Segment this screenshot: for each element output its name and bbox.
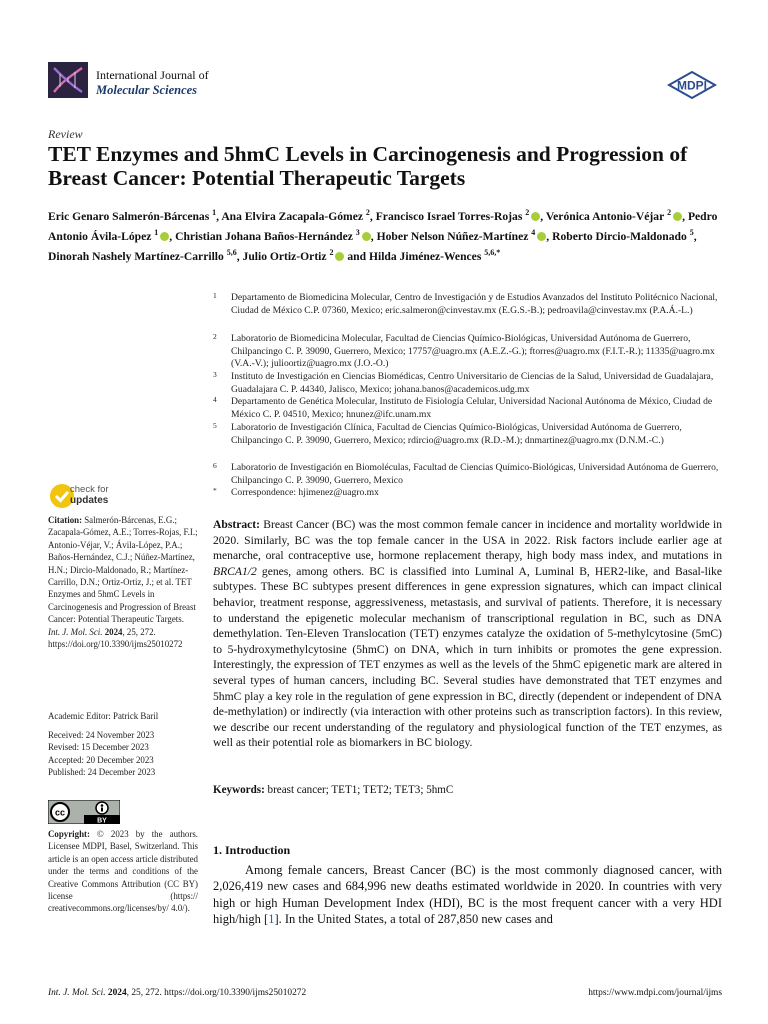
affiliation-text: Departamento de Genética Molecular, Instituto de Fisiología Celular, Universidad Nacional Autónoma de México, Ciudad de México C. P. 04510, Mexico; hnunez@ifc.unam.mx bbox=[231, 396, 713, 420]
author[interactable] bbox=[175, 227, 371, 243]
copyright-text: © 2023 by the authors. Licensee MDPI, Basel, Switzerland. This article is an open access article distributed under the terms and conditions of the Creative Commons Attribution (CC BY) license (https:// creativecommons.org/licenses/by/ 4.0/). bbox=[48, 829, 198, 914]
author-affiliation-sup: 5 bbox=[689, 227, 694, 237]
affiliation-number: 1 bbox=[213, 291, 217, 300]
affiliation bbox=[213, 396, 733, 421]
author-list: Eric Genaro Salmerón-Bárcenas $^1$, Ana Elvira Zacapala-Gómez $^2$, Francisco Israel Torres-Rojas $^2$ , Verónica Antonio-Véjar $^2$ , Pedro Antonio Ávila-López $^1$ , Christian Johana Baños-Hernández $^3$ , Hober Nelson Núñez-Martínez $^4$ , Roberto Dircio-Maldonado $^5$, Dinorah Nashely Martínez-Carrillo $^{5,6}$, Julio Ortiz-Ortiz $^2$ and Hilda Jiménez-Wences $^{5,6,*}$ bbox=[48, 208, 718, 263]
citation-label: Citation: bbox=[48, 515, 83, 525]
author-affiliation-sup: 3 bbox=[355, 227, 360, 237]
orcid-icon[interactable] bbox=[531, 212, 540, 221]
article-type: Review bbox=[48, 127, 83, 141]
author[interactable] bbox=[48, 247, 237, 263]
citation-year: 2024 bbox=[104, 626, 123, 637]
keywords-text: breast cancer; TET1; TET2; TET3; 5hmC bbox=[267, 784, 454, 796]
author[interactable] bbox=[221, 210, 370, 223]
footer-year: 2024 bbox=[107, 988, 127, 998]
affiliation-number: 4 bbox=[213, 395, 217, 404]
page-footer bbox=[48, 988, 722, 998]
affiliation-text: Correspondence: hjimenez@uagro.mx bbox=[231, 487, 379, 498]
affiliation bbox=[213, 333, 733, 371]
abstract-gene: BRCA1/2 bbox=[213, 564, 257, 578]
orcid-icon[interactable] bbox=[537, 232, 546, 241]
author[interactable] bbox=[48, 210, 216, 223]
citation-journal: Int. J. Mol. Sci. bbox=[48, 626, 103, 637]
date-published: Published: 24 December 2023 bbox=[48, 767, 156, 778]
journal-name bbox=[96, 68, 209, 98]
mdpi-logo bbox=[666, 70, 718, 100]
journal-logo bbox=[48, 62, 88, 98]
footer-url[interactable]: https://www.mdpi.com/journal/ijms bbox=[588, 988, 722, 998]
author[interactable] bbox=[368, 247, 501, 263]
affiliation-number: 2 bbox=[213, 332, 217, 341]
keywords bbox=[213, 784, 722, 796]
author[interactable] bbox=[376, 227, 547, 243]
author-affiliation-sup: 5,6 bbox=[226, 247, 237, 257]
affiliation-text: Instituto de Investigación en Ciencias Biomédicas, Centro Universitario de Ciencias de la Salud, Universidad de Guadalajara, Guadalajara C. P. 44340, Jalisco, Mexico; johana.banos@academicos.udg.mx bbox=[231, 371, 714, 395]
intro-text-b: ]. In the United States, a total of 287,850 new cases and bbox=[274, 912, 553, 927]
abstract-label: Abstract: bbox=[213, 518, 261, 531]
check-line2: updates bbox=[70, 495, 109, 506]
copyright-block bbox=[48, 828, 198, 915]
author-name: Verónica Antonio-Véjar bbox=[545, 209, 665, 223]
journal-line2: Molecular Sciences bbox=[96, 83, 198, 97]
footer-doi[interactable]: , 25, 272. https://doi.org/10.3390/ijms25010272 bbox=[126, 988, 307, 998]
author-name: Pedro Antonio Ávila-López bbox=[48, 209, 718, 243]
author-name: Ana Elvira Zacapala-Gómez bbox=[221, 209, 364, 223]
affiliation bbox=[213, 371, 733, 396]
orcid-icon[interactable] bbox=[362, 232, 371, 241]
check-line1: check for bbox=[70, 484, 109, 495]
mdpi-text: MDPI bbox=[677, 78, 707, 93]
citation-block bbox=[48, 514, 198, 650]
intro-text-a: Among female cancers, Breast Cancer (BC) is the most commonly diagnosed cancer, with 2,026,419 new cases and 684,996 new deaths estimated worldwide in 2020. In countries with very high or high Human Development Index (HDI), BC is the most frequent cancer with a very HDI high/high [ bbox=[213, 863, 722, 927]
introduction-text bbox=[213, 862, 722, 928]
author-name: Francisco Israel Torres-Rojas bbox=[375, 209, 523, 223]
orcid-icon[interactable] bbox=[335, 252, 344, 261]
affiliation-number: 3 bbox=[213, 370, 217, 379]
citation-doi[interactable]: , 25, 272. https://doi.org/10.3390/ijms25010272 bbox=[48, 626, 183, 650]
author-affiliation-sup: 2 bbox=[365, 208, 370, 217]
date-revised: Revised: 15 December 2023 bbox=[48, 742, 149, 753]
author[interactable] bbox=[242, 247, 345, 263]
cc-by-label: BY bbox=[97, 817, 107, 824]
author-name: Roberto Dircio-Maldonado bbox=[552, 229, 687, 243]
journal-line1: International Journal of bbox=[96, 68, 209, 82]
check-for-updates-badge[interactable] bbox=[48, 482, 128, 512]
reference-link[interactable]: 1 bbox=[268, 912, 275, 927]
orcid-icon[interactable] bbox=[160, 232, 169, 241]
affiliation-number: * bbox=[213, 486, 217, 495]
section-heading-introduction: 1. Introduction bbox=[213, 843, 291, 857]
author[interactable] bbox=[546, 210, 682, 223]
author-name: Hober Nelson Núñez-Martínez bbox=[376, 229, 529, 243]
affiliation-text: Laboratorio de Investigación Clínica, Facultad de Ciencias Químico-Biológicas, Universidad Autónoma de Guerrero, Chilpancingo C. P. 39090, Guerrero, Mexico; rdircio@uagro.mx (R.D.-M.); dnmartinez@uagro.mx (D.N.M.-C.) bbox=[231, 422, 682, 446]
affiliation bbox=[213, 292, 733, 317]
author-affiliation-sup: 2 bbox=[667, 208, 672, 217]
keywords-label: Keywords: bbox=[213, 784, 265, 796]
dates-block bbox=[48, 729, 198, 779]
affiliation-number: 6 bbox=[213, 461, 217, 470]
date-accepted: Accepted: 20 December 2023 bbox=[48, 754, 154, 765]
cc-by-badge[interactable] bbox=[48, 800, 120, 824]
affiliation-number: 5 bbox=[213, 421, 217, 430]
affiliation bbox=[213, 422, 733, 447]
author-name: Eric Genaro Salmerón-Bárcenas bbox=[48, 209, 210, 223]
affiliation-text: Laboratorio de Biomedicina Molecular, Facultad de Ciencias Químico-Biológicas, Universidad Autónoma de Guerrero, Chilpancingo C. P. 39090, Guerrero, Mexico; 17757@uagro.mx (A.E.Z.-G.); ftorres@uagro.mx (F.I.T.-R.); 11335@uagro.mx (V.A.-V.); julioortiz@uagro.mx (J.O.-O.) bbox=[231, 333, 715, 370]
abstract bbox=[213, 517, 722, 751]
author[interactable] bbox=[376, 210, 541, 223]
author-name: Dinorah Nashely Martínez-Carrillo bbox=[48, 249, 224, 263]
article-title: TET Enzymes and 5hmC Levels in Carcinogenesis and Progression of Breast Cancer: Potential Therapeutic Targets bbox=[48, 142, 688, 190]
affiliation bbox=[213, 462, 733, 487]
author-affiliation-sup: 1 bbox=[212, 208, 217, 217]
copyright-label: Copyright: bbox=[48, 829, 90, 839]
abstract-text-b: genes, among others. BC is classified into Luminal A, Luminal B, HER2-like, and Basal-like subtypes. These BC subtypes present differences in gene expression signatures, which can impact clinical behavior, treatment response, aggressiveness, metastasis, and survival of patients. Therefore, it is necessary to understand the epigenetic molecular mechanism of transcriptional regulation in BC, such as DNA demethylation. Ten-Eleven Translocation (TET) enzymes catalyze the oxidation of 5-methylcytosine (5mC) to 5-hydroxymethylcytosine (5hmC) on DNA, which in turn inhibits or promotes the gene expression. Interestingly, the expression of TET enzymes as well as the levels of the 5hmC epigenetic mark are altered in several types of human cancers, including BC. Several studies have demonstrated that TET enzymes and 5hmC play a key role in the regulation of gene expression in BC, directly (dependent or independent of DNA de-methylation) or indirectly (via interaction with other proteins such as transcription factors). In this review, we describe our recent understanding of the regulatory and physiological function of the TET enzymes, as well as their potential role as biomarkers in BC biology. bbox=[213, 564, 722, 750]
author-name: Hilda Jiménez-Wences bbox=[368, 249, 482, 263]
author-name: Christian Johana Baños-Hernández bbox=[175, 229, 353, 243]
author[interactable] bbox=[552, 227, 694, 243]
author-affiliation-sup: 1 bbox=[154, 227, 159, 237]
author-name: Julio Ortiz-Ortiz bbox=[242, 249, 327, 263]
author-affiliation-sup: 5,6,* bbox=[484, 247, 501, 257]
abstract-text-a: Breast Cancer (BC) was the most common female cancer in incidence and mortality worldwide in 2020. Similarly, BC was the top female cancer in the USA in 2022. Risk factors include earlier age at menarche, oral contraceptive use, hormone replacement therapy, high body mass index, and mutations in bbox=[213, 518, 722, 563]
author-affiliation-sup: 4 bbox=[531, 227, 536, 237]
footer-journal: Int. J. Mol. Sci. bbox=[48, 988, 106, 998]
affiliation-text: Laboratorio de Investigación en Biomoléculas, Facultad de Ciencias Químico-Biológicas, Universidad Autónoma de Guerrero, Chilpancingo C. P. 39090, Guerrero, Mexico bbox=[231, 462, 719, 486]
citation-text: Salmerón-Bárcenas, E.G.; Zacapala-Gómez, A.E.; Torres-Rojas, F.I.; Antonio-Véjar, V.; Ávila-López, P.A.; Baños-Hernández, C.J.; Núñez-Martínez, H.N.; Dircio-Maldonado, R.; Martínez-Carrillo, D.N.; Ortiz-Ortiz, J.; et al. TET Enzymes and 5hmC Levels in Carcinogenesis and Progression of Breast Cancer: Potential Therapeutic Targets. bbox=[48, 515, 198, 625]
orcid-icon[interactable] bbox=[673, 212, 682, 221]
affiliation-text: Departamento de Biomedicina Molecular, Centro de Investigación y de Estudios Avanzados del Instituto Politécnico Nacional, Ciudad de México C.P. 07360, Mexico; eric.salmeron@cinvestav.mx (E.G.S.-B.); pedroavila@cinvestav.mx (P.A.Á.-L.) bbox=[231, 292, 718, 316]
author-affiliation-sup: 2 bbox=[525, 208, 530, 217]
affiliation bbox=[213, 487, 733, 500]
svg-text:cc: cc bbox=[54, 807, 66, 818]
academic-editor: Academic Editor: Patrick Baril bbox=[48, 711, 159, 721]
date-received: Received: 24 November 2023 bbox=[48, 730, 155, 740]
author-affiliation-sup: 2 bbox=[329, 247, 334, 257]
